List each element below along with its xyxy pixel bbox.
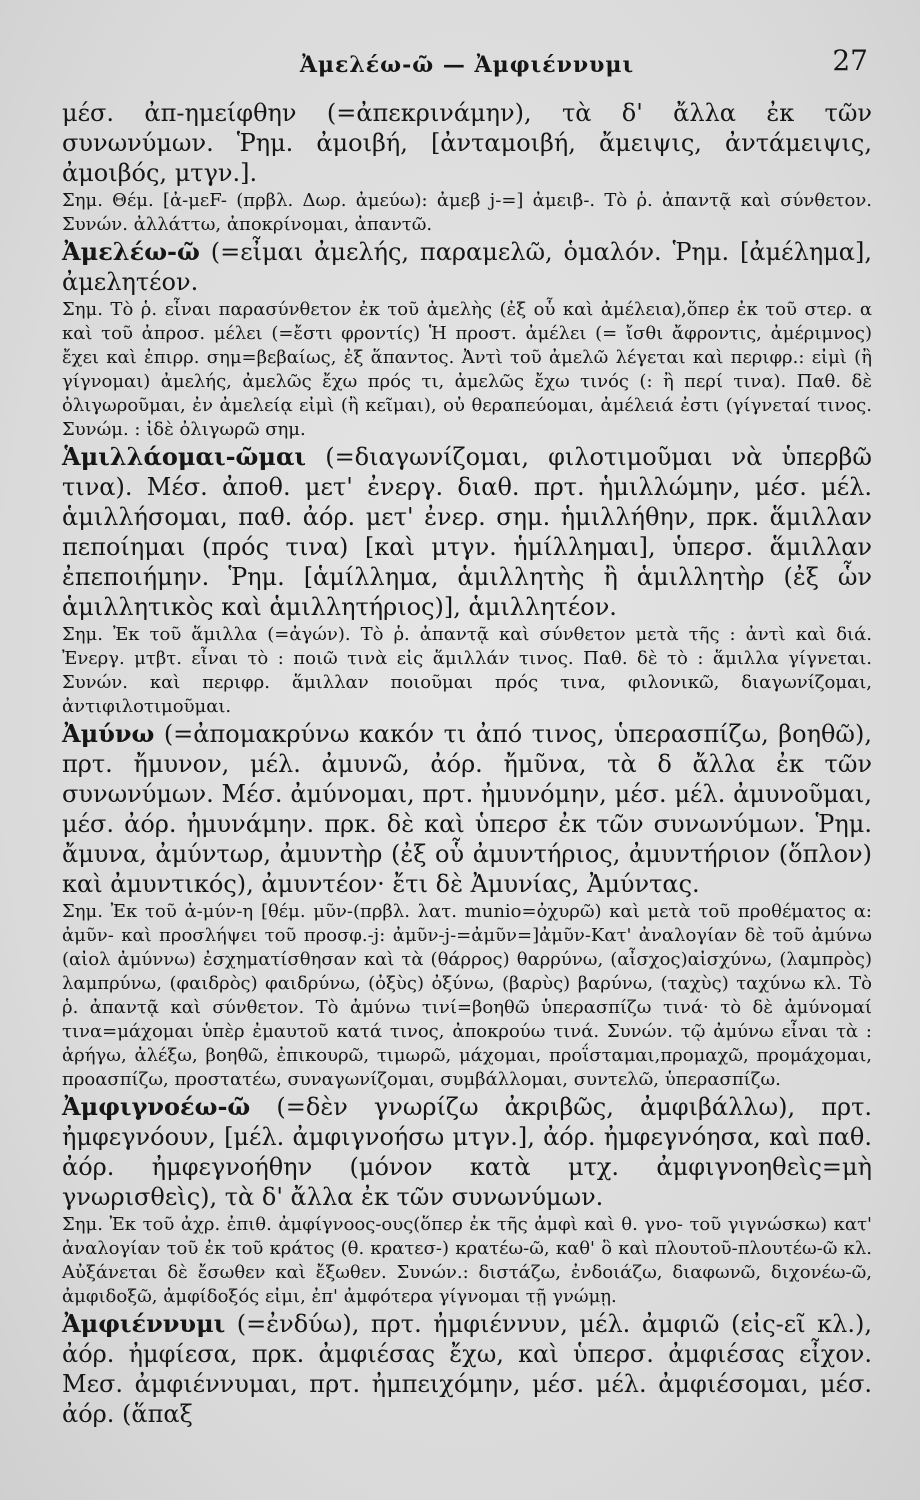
entry-amphiennymi (62, 1309, 872, 1429)
entry-amphignoeo (62, 1092, 872, 1309)
entry-body: (=διαγωνίζομαι, φιλοτιμοῦμαι νὰ ὑπερβῶ τινα). Μέσ. ἀποθ. μετ' ἐνεργ. διαθ. πρτ. ἡμιλλώμην, μέσ. μέλ. ἁμιλλήσομαι, παθ. ἀόρ. μετ' ἐνερ. σημ. ἡμιλλήθην, πρκ. ἅμιλλαν πεποίημαι (πρός τινα) [καὶ μτγν. ἡμίλλημαι], ὑπερσ. ἅμιλλαν ἐπεποιήμην. Ῥημ. [ἁμίλλημα, ἁμιλλητὴς ἢ ἁμιλλητὴρ (ἐξ ὧν ἁμιλλητικὸς καὶ ἁμιλλητήριος)], ἁμιλλητέον. (62, 443, 872, 621)
entry-definition (62, 1309, 872, 1429)
entry-ameleo (62, 237, 872, 442)
entry-body: (=ἀπομακρύνω κακόν τι ἀπό τινος, ὑπερασπίζω, βοηθῶ), πρτ. ἤμυνον, μέλ. ἀμυνῶ, ἀόρ. ἤμῦνα, τὰ δ ἄλλα ἐκ τῶν συνωνύμων. Μέσ. ἀμύνομαι, πρτ. ἠμυνόμην, μέσ. μέλ. ἀμυνοῦμαι, μέσ. ἀόρ. ἠμυνάμην. πρκ. δὲ καὶ ὑπερσ ἐκ τῶν συνωνύμων. Ῥημ. ἄμυνα, ἀμύντωρ, ἀμυντὴρ (ἐξ οὗ ἀμυντήριος, ἀμυντήριον (ὅπλον) καὶ ἀμυντικός), ἀμυντέον· ἔτι δὲ Ἀμυνίας, Ἀμύντας. (62, 720, 872, 898)
page-number: 27 (832, 44, 868, 77)
entry-body: (=ἐνδύω), πρτ. ἠμφιέννυν, μέλ. ἀμφιῶ (εἰς-εῖ κλ.), ἀόρ. ἠμφίεσα, πρκ. ἀμφιέσας ἔχω, καὶ ὑπερσ. ἀμφιέσας εἶχον. Μεσ. ἀμφιέννυμαι, πρτ. ἠμπειχόμην, μέσ. μέλ. ἀμφιέσομαι, μέσ. ἀόρ. (ἅπαξ (62, 1310, 872, 1428)
entry-definition (62, 237, 872, 297)
entry-lemma: Ἀμύνω (62, 719, 155, 748)
running-header (62, 40, 872, 98)
entry-definition (62, 719, 872, 899)
entry-lemma: Ἀμφιγνοέω-ῶ (62, 1092, 251, 1121)
header-title: Ἀμελέω-ῶ — Ἀμφιέννυμι (299, 52, 635, 78)
entry-definition (62, 442, 872, 622)
entry-continuation (62, 98, 872, 237)
entry-note: Σημ. Τὸ ῥ. εἶναι παρασύνθετον ἐκ τοῦ ἀμελὴς (ἐξ οὗ καὶ ἀμέλεια),ὅπερ ἐκ τοῦ στερ. α καὶ τοῦ ἀπροσ. μέλει (=ἔστι φροντίς) Ἡ προστ. ἀμέλει (= ἴσθι ἄφροντις, ἀμέριμνος) ἔχει καὶ ἐπιρρ. σημ=βεβαίως, ἐξ ἅπαντος. Ἀντὶ τοῦ ἀμελῶ λέγεται καὶ περιφρ.: εἰμὶ (ἢ γίγνομαι) ἀμελής, ἀμελῶς ἔχω πρός τι, ἀμελῶς ἔχω τινός (: ἢ περί τινα). Παθ. δὲ ὀλιγωροῦμαι, ἐν ἀμελείᾳ εἰμὶ (ἢ κεῖμαι), οὐ θεραπεύομαι, ἀμέλειά ἐστι (γίγνεταί τινος. Συνώμ. : ἰδὲ ὀλιγωρῶ σημ. (62, 299, 872, 440)
entry-amyno (62, 719, 872, 1092)
entry-hamillaomai (62, 442, 872, 719)
entry-note: Σημ. Ἐκ τοῦ ἀ-μύν-η [θέμ. μῦν-(πρβλ. λατ. munio=ὀχυρῶ) καὶ μετὰ τοῦ προθέματος α: ἀμῦν- καὶ προσλήψει τοῦ προσφ.-j: ἀμῦν-j-=ἀμῦν=]ἀμῦν-Κατ' ἀναλογίαν δὲ τοῦ ἀμύνω (αἰολ ἀμύννω) ἐσχηματίσθησαν καὶ τὰ (θάρρος) θαρρύνω, (αἶσχος)αἰσχύνω, (λαμπρὸς) λαμπρύνω, (φαιδρὸς) φαιδρύνω, (ὀξὺς) ὀξύνω, (βαρὺς) βαρύνω, (ταχὺς) ταχύνω κλ. Τὸ ῥ. ἀπαντᾷ καὶ σύνθετον. Τὸ ἀμύνω τινί=βοηθῶ ὑπερασπίζω τινά· τὸ δὲ ἀμύνομαί τινα=μάχομαι ὑπὲρ ἐμαυτοῦ κατά τινος, ἀποκρούω τινά. Συνών. τῷ ἀμύνω εἶναι τὰ : ἀρήγω, ἀλέξω, βοηθῶ, ἐπικουρῶ, τιμωρῶ, μάχομαι, προΐσταμαι,προμαχῶ, προμάχομαι, προασπίζω, προστατέω, συναγωνίζομαι, συμβάλλομαι, συντελῶ, ὑπερασπίζω. (62, 901, 872, 1090)
entry-note: Σημ. Θέμ. [ἀ-μεF- (πρβλ. Δωρ. ἀμεύω): ἀμεβ j-=] ἀμειβ-. Τὸ ῥ. ἀπαντᾷ καὶ σύνθετον. Συνών. ἀλλάττω, ἀποκρίνομαι, ἀπαντῶ. (62, 190, 872, 235)
entry-body: (=δὲν γνωρίζω ἀκριβῶς, ἀμφιβάλλω), πρτ. ἠμφεγνόουν, [μέλ. ἀμφιγνοήσω μτγν.], ἀόρ. ἠμφεγνόησα, καὶ παθ. ἀόρ. ἠμφεγνοήθην (μόνον κατὰ μτχ. ἀμφιγνοηθεὶς=μὴ γνωρισθεὶς), τὰ δ' ἄλλα ἐκ τῶν συνωνύμων. (62, 1093, 872, 1211)
entry-note: Σημ. Ἐκ τοῦ ἅμιλλα (=ἀγών). Τὸ ῥ. ἀπαντᾷ καὶ σύνθετον μετὰ τῆς : ἀντὶ καὶ διά. Ἐνεργ. μτβτ. εἶναι τὸ : ποιῶ τινὰ εἰς ἅμιλλάν τινος. Παθ. δὲ τὸ : ἅμιλλα γίγνεται. Συνών. καὶ περιφρ. ἅμιλλαν ποιοῦμαι πρός τινα, φιλονικῶ, διαγωνίζομαι, ἀντιφιλοτιμοῦμαι. (62, 624, 872, 717)
entry-body: (=εἶμαι ἀμελής, παραμελῶ, ὁμαλόν. Ῥημ. [ἀμέλημα], ἀμελητέον. (62, 238, 872, 296)
entry-note: Σημ. Ἐκ τοῦ ἀχρ. ἐπιθ. ἀμφίγνοος-ους(ὅπερ ἐκ τῆς ἀμφὶ καὶ θ. γνο- τοῦ γιγνώσκω) κατ' ἀναλογίαν τοῦ ἐκ τοῦ κράτος (θ. κρατεσ-) κρατέω-ῶ, καθ' ὃ καὶ πλουτοῦ-πλουτέω-ῶ κλ. Αὐξάνεται δὲ ἔσωθεν καὶ ἔξωθεν. Συνών.: διστάζω, ἐνδοιάζω, διαφωνῶ, διχονέω-ῶ, ἀμφιδοξῶ, ἀμφίδοξός εἰμι, ἐπ' ἀμφότερα γίγνομαι τῇ γνώμῃ. (62, 1214, 872, 1307)
entry-lemma: Ἀμελέω-ῶ (62, 237, 200, 266)
entry-body: μέσ. ἀπ-ημείφθην (=ἀπεκρινάμην), τὰ δ' ἄλλα ἐκ τῶν συνωνύμων. Ῥημ. ἀμοιβή, [ἀνταμοιβή, ἄμειψις, ἀντάμειψις, ἀμοιβός, μτγν.]. (62, 99, 872, 187)
entry-definition (62, 1092, 872, 1212)
entry-lemma: Ἁμιλλάομαι-ῶμαι (62, 442, 307, 471)
entry-lemma: Ἀμφιέννυμι (62, 1309, 226, 1338)
dictionary-entries (62, 98, 872, 1429)
